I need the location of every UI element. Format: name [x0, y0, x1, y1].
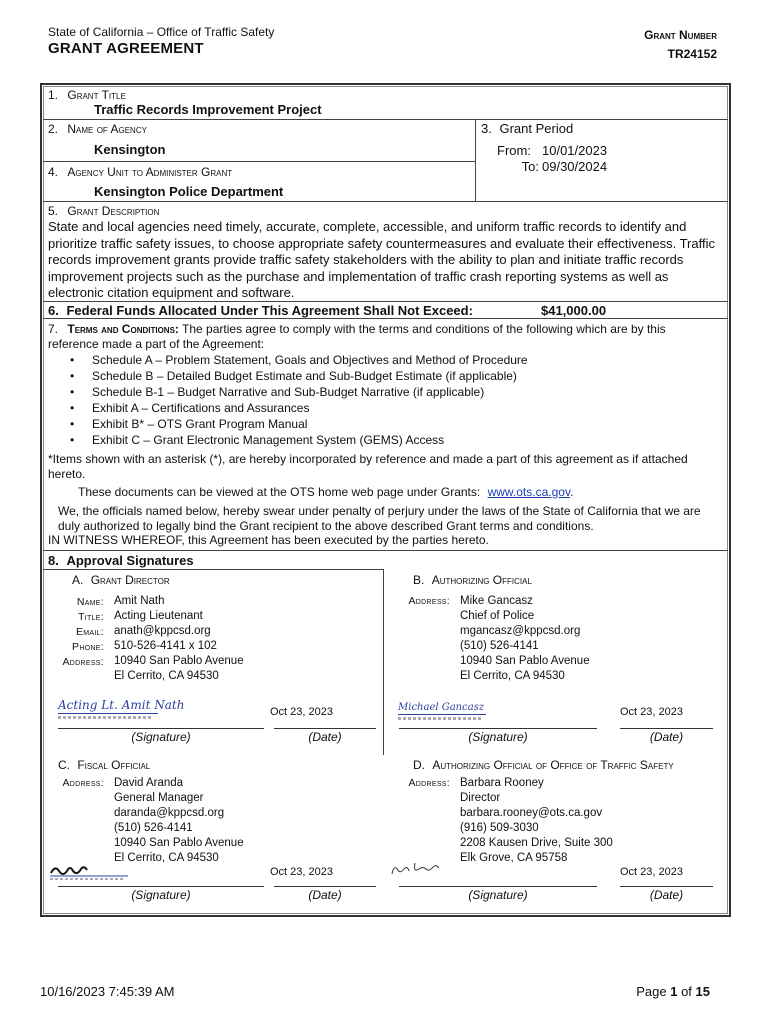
section-title: Authorizing Official of Office of Traffic Safety — [432, 758, 674, 772]
from-label: From: — [497, 143, 531, 158]
item-number: 7. — [48, 322, 59, 336]
section-letter: C. — [58, 758, 70, 772]
page-indicator — [636, 984, 710, 999]
date-d: Oct 23, 2023 — [620, 866, 683, 878]
list-item: • Exhibit B* – OTS Grant Program Manual — [70, 416, 528, 432]
ots-text: These documents can be viewed at the OTS home web page under Grants: — [78, 485, 481, 499]
asterisk-note: *Items shown with an asterisk (*), are hereby incorporated by reference and made a part of this agreement as if attached hereto. — [48, 452, 688, 481]
official-address-line1: 10940 San Pablo Avenue — [460, 655, 590, 667]
date-caption: (Date) — [308, 730, 342, 744]
list-item: • Schedule B – Detailed Budget Estimate and Sub-Budget Estimate (if applicable) — [70, 368, 528, 384]
list-item: • Exhibit C – Grant Electronic Management System (GEMS) Access — [70, 432, 528, 448]
to-label: To: — [521, 159, 539, 174]
signature-caption: (Signature) — [468, 888, 528, 902]
fiscal-title: General Manager — [114, 792, 204, 804]
item1-heading — [48, 88, 126, 102]
official-email: mgancasz@kppcsd.org — [460, 625, 581, 637]
official-name: Mike Gancasz — [460, 595, 533, 607]
section-a-values — [114, 594, 244, 684]
ots-official-email: barbara.rooney@ots.ca.gov — [460, 807, 603, 819]
divider — [43, 318, 728, 319]
grant-number: TR24152 — [667, 47, 717, 61]
item-number: 8. — [48, 553, 59, 568]
agency-name-value: Kensington — [94, 142, 166, 157]
official-address-line2: El Cerrito, CA 94530 — [460, 670, 565, 682]
grant-description: State and local agencies need timely, accurate, complete, accessible, and uniform traffic records to identify and prioritize traffic safety issues, to choose appropriate safety countermeasures and evaluate their effectiveness. Traffic records improvement grants provide traffic safety stakeholders with the ability to plan and initiate traffic records improvement projects such as the purchase and implementation of traffic crash reporting systems as well as electronic citation equipment and software. — [48, 219, 715, 300]
address-label: Address: — [62, 777, 104, 789]
witness-statement: IN WITNESS WHEREOF, this Agreement has been executed by the parties hereto. — [48, 533, 489, 547]
item-label: Grant Title — [67, 88, 126, 102]
divider — [43, 550, 728, 551]
terms-intro-text: The parties agree to comply with the terms and conditions of the following which are by this reference made a part of the Agreement: — [48, 322, 666, 351]
director-address-line2: El Cerrito, CA 94530 — [114, 670, 219, 682]
section-a-labels — [48, 595, 104, 670]
item-label: Grant Description — [67, 204, 160, 218]
item-label: Grant Period — [499, 121, 574, 136]
date-a: Oct 23, 2023 — [270, 706, 333, 718]
signature-caption: (Signature) — [131, 888, 191, 902]
signature-a — [58, 698, 184, 719]
director-title: Acting Lieutenant — [114, 610, 203, 622]
terms-intro — [48, 322, 718, 352]
director-email: anath@kppcsd.org — [114, 625, 211, 637]
section-title: Authorizing Official — [431, 573, 532, 587]
ots-official-title: Director — [460, 792, 501, 804]
email-label: Email: — [75, 626, 104, 638]
item6-heading — [48, 303, 473, 318]
agency-unit-value: Kensington Police Department — [94, 184, 284, 199]
ots-official-address-line2: Elk Grove, CA 95758 — [460, 852, 568, 864]
divider — [43, 119, 728, 120]
fiscal-name: David Aranda — [114, 777, 184, 789]
signature-a-text: Acting Lt. Amit Nath — [58, 698, 185, 712]
section-d-values — [460, 776, 613, 866]
page-total: 15 — [695, 984, 710, 999]
section-title: Fiscal Official — [77, 758, 151, 772]
ots-official-phone: (916) 509-3030 — [460, 822, 539, 834]
from-date: 10/01/2023 — [542, 143, 608, 158]
item-number: 2. — [48, 122, 59, 136]
page-prefix: Page — [636, 984, 667, 999]
signature-caption: (Signature) — [131, 730, 191, 744]
director-name: Amit Nath — [114, 595, 165, 607]
section-title: Grant Director — [90, 573, 170, 587]
list-item: • Schedule A – Problem Statement, Goals and Objectives and Method of Procedure — [70, 352, 528, 368]
signature-caption: (Signature) — [468, 730, 528, 744]
list-item: • Exhibit A – Certifications and Assurances — [70, 400, 528, 416]
item-number: 3. — [481, 121, 492, 136]
section-a-heading — [72, 573, 170, 587]
address-label: Address: — [408, 777, 450, 789]
item5-heading — [48, 204, 159, 218]
section-b-heading — [413, 573, 532, 587]
fiscal-address-line1: 10940 San Pablo Avenue — [114, 837, 244, 849]
ots-website-link[interactable]: www.ots.ca.gov — [487, 485, 571, 499]
section-d-heading — [413, 758, 674, 772]
item-number: 4. — [48, 165, 59, 179]
title-label: Title: — [78, 611, 104, 623]
grant-period — [497, 143, 627, 175]
item-label: Name of Agency — [67, 122, 147, 136]
official-title: Chief of Police — [460, 610, 535, 622]
signature-c-image — [48, 861, 130, 881]
section-c-values — [114, 776, 244, 866]
phone-label: Phone: — [72, 641, 104, 653]
signature-d-image — [388, 860, 458, 880]
federal-funds-amount: $41,000.00 — [541, 303, 607, 318]
item4-heading — [48, 165, 232, 179]
ots-official-name: Barbara Rooney — [460, 777, 544, 789]
director-address-line1: 10940 San Pablo Avenue — [114, 655, 244, 667]
item8-heading — [48, 553, 194, 568]
item-number: 1. — [48, 88, 59, 102]
list-item: • Schedule B-1 – Budget Narrative and Sub-Budget Narrative (if applicable) — [70, 384, 528, 400]
address-label: Address: — [408, 595, 450, 607]
item-label: Federal Funds Allocated Under This Agreement Shall Not Exceed: — [66, 303, 473, 318]
swear-statement: We, the officials named below, hereby swear under penalty of perjury under the laws of the State of California that we are duly authorized to legally bind the Grant recipient to the above described Grant terms and conditions. — [58, 504, 701, 533]
date-c: Oct 23, 2023 — [270, 866, 333, 878]
item2-heading — [48, 122, 147, 136]
schedule-list — [70, 352, 528, 448]
grant-title-value: Traffic Records Improvement Project — [94, 102, 322, 117]
section-b-values — [460, 594, 590, 684]
fiscal-phone: (510) 526-4141 — [114, 822, 193, 834]
signature-b-text: Michael Gancasz — [398, 702, 485, 713]
grant-number-label: Grant Number — [644, 28, 717, 42]
fiscal-address-line2: El Cerrito, CA 94530 — [114, 852, 219, 864]
date-caption: (Date) — [649, 888, 684, 902]
divider — [475, 119, 476, 201]
to-date: 09/30/2024 — [542, 159, 608, 174]
document-title: GRANT AGREEMENT — [48, 40, 204, 57]
item-label: Terms and Conditions: — [67, 322, 179, 336]
ots-official-address-line1: 2208 Kausen Drive, Suite 300 — [460, 837, 613, 849]
date-caption: (Date) — [308, 888, 342, 902]
date-caption: (Date) — [649, 730, 684, 744]
footer-timestamp: 10/16/2023 7:45:39 AM — [40, 984, 175, 999]
item-label: Agency Unit to Administer Grant — [67, 165, 233, 179]
signature-b — [398, 702, 486, 720]
divider — [43, 569, 383, 570]
divider — [43, 201, 728, 202]
item-number: 6. — [48, 303, 59, 318]
item-label: Approval Signatures — [66, 553, 194, 568]
section-c-heading — [58, 758, 150, 772]
director-phone: 510-526-4141 x 102 — [114, 640, 217, 652]
divider — [383, 569, 384, 755]
header-org: State of California – Office of Traffic Safety — [48, 25, 275, 39]
fiscal-email: daranda@kppcsd.org — [114, 807, 225, 819]
page-number: 1 — [670, 984, 678, 999]
item-number: 5. — [48, 204, 59, 218]
page-of: of — [681, 984, 692, 999]
item3-heading — [481, 121, 573, 136]
ots-line: These documents can be viewed at the OTS home web page under Grants: www.ots.ca.gov. — [78, 485, 574, 499]
divider — [43, 161, 475, 162]
address-label: Address: — [62, 656, 104, 668]
section-letter: A. — [72, 573, 84, 587]
date-b: Oct 23, 2023 — [620, 706, 683, 718]
section-letter: D. — [413, 758, 425, 772]
section-letter: B. — [413, 573, 425, 587]
name-label: Name: — [76, 596, 104, 608]
official-phone: (510) 526-4141 — [460, 640, 539, 652]
